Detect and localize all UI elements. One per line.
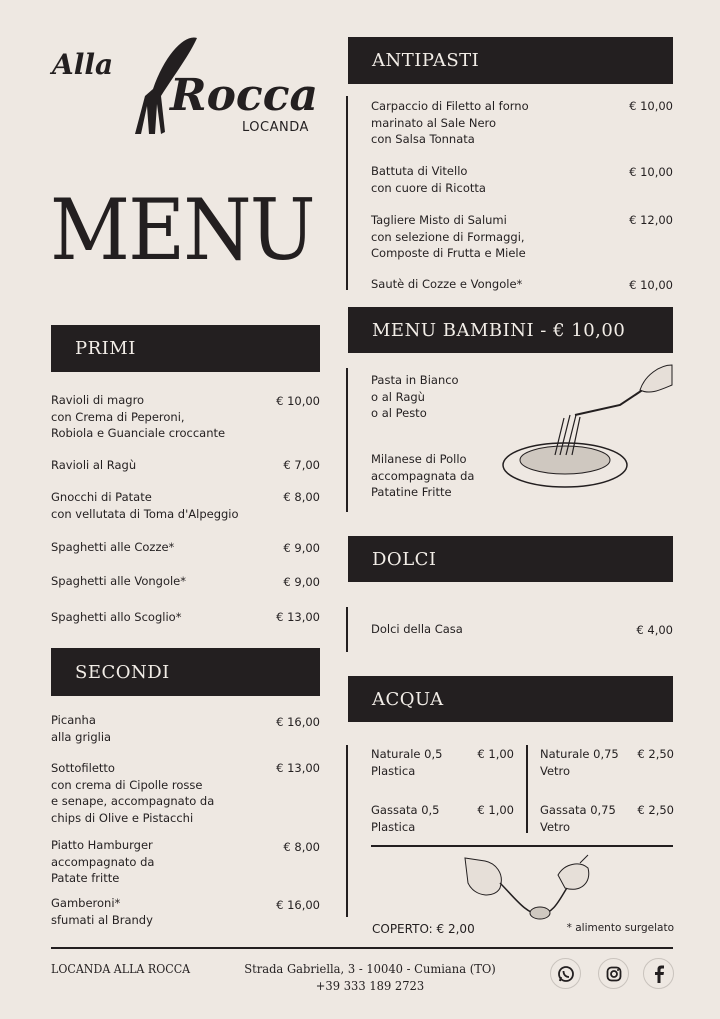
primi-item-price: € 9,00: [283, 575, 320, 589]
divider: [346, 368, 348, 512]
secondi-item-price: € 13,00: [276, 761, 320, 775]
antipasti-item-price: € 10,00: [629, 278, 673, 292]
footer-divider: [51, 947, 673, 949]
secondi-header: SECONDI: [51, 648, 320, 696]
bambini-item-name: Pasta in Bianco o al Ragù o al Pesto: [371, 373, 459, 420]
antipasti-item-price: € 10,00: [629, 165, 673, 179]
secondi-item-price: € 8,00: [283, 840, 320, 854]
logo: [50, 34, 325, 144]
footer-name: LOCANDA ALLA ROCCA: [51, 962, 191, 976]
whatsapp-icon[interactable]: [550, 958, 581, 989]
dolci-header: DOLCI: [348, 536, 673, 582]
acqua-item-name: Naturale 0,75 Vetro: [540, 747, 619, 778]
antipasti-item-name: Carpaccio di Filetto al forno marinato al Sale Nero con Salsa Tonnata: [371, 99, 529, 146]
secondi-item-price: € 16,00: [276, 715, 320, 729]
hands-fork-illustration: [460, 853, 595, 923]
divider: [346, 607, 348, 652]
primi-header: PRIMI: [51, 325, 320, 372]
divider: [371, 845, 673, 847]
acqua-item-price: € 1,00: [477, 803, 514, 817]
acqua-item-price: € 2,50: [637, 747, 674, 761]
primi-item-name: Gnocchi di Patate con vellutata di Toma d'Alpeggio: [51, 490, 239, 521]
secondi-item-name: Gamberoni* sfumati al Brandy: [51, 896, 153, 927]
divider: [346, 96, 348, 290]
secondi-item-name: Sottofiletto con crema di Cipolle rosse e senape, accompagnato da chips di Olive e Pistacchi: [51, 761, 215, 825]
antipasti-header: ANTIPASTI: [348, 37, 673, 84]
footer-address: Strada Gabriella, 3 - 10040 - Cumiana (TO): [244, 961, 496, 976]
primi-item-name: Spaghetti allo Scoglio*: [51, 610, 182, 624]
instagram-icon[interactable]: [598, 958, 629, 989]
primi-item-name: Spaghetti alle Cozze*: [51, 540, 175, 554]
primi-item-price: € 8,00: [283, 490, 320, 504]
pasta-plate-illustration: [500, 360, 675, 500]
bambini-item-name: Milanese di Pollo accompagnata da Patatine Fritte: [371, 452, 475, 499]
antipasti-item-name: Battuta di Vitello con cuore di Ricotta: [371, 164, 486, 195]
footer-phone: +39 333 189 2723: [315, 978, 425, 993]
primi-item-price: € 9,00: [283, 541, 320, 555]
divider: [526, 745, 528, 833]
primi-item-price: € 13,00: [276, 610, 320, 624]
primi-item-price: € 10,00: [276, 394, 320, 408]
logo-alla: Alla: [52, 48, 114, 81]
antipasti-item-price: € 10,00: [629, 99, 673, 113]
acqua-item-price: € 2,50: [637, 803, 674, 817]
secondi-item-price: € 16,00: [276, 898, 320, 912]
secondi-item-name: Piatto Hamburger accompagnato da Patate fritte: [51, 838, 155, 885]
acqua-item-name: Gassata 0,5 Plastica: [371, 803, 440, 834]
logo-locanda: LOCANDA: [242, 120, 309, 135]
menu-title: MENU: [50, 181, 314, 279]
acqua-header: ACQUA: [348, 676, 673, 722]
coperto: COPERTO: € 2,00: [372, 922, 475, 936]
acqua-item-name: Gassata 0,75 Vetro: [540, 803, 616, 834]
antipasti-item-name: Tagliere Misto di Salumi con selezione di Formaggi, Composte di Frutta e Miele: [371, 213, 526, 260]
dolci-item-name: Dolci della Casa: [371, 622, 463, 636]
primi-item-price: € 7,00: [283, 458, 320, 472]
primi-item-name: Spaghetti alle Vongole*: [51, 574, 187, 588]
primi-item-name: Ravioli di magro con Crema di Peperoni, Robiola e Guanciale croccante: [51, 393, 226, 440]
divider: [346, 745, 348, 917]
primi-item-name: Ravioli al Ragù: [51, 458, 137, 472]
antipasti-item-name: Sautè di Cozze e Vongole*: [371, 277, 523, 291]
antipasti-item-price: € 12,00: [629, 213, 673, 227]
logo-rocca: Rocca: [170, 70, 319, 121]
frozen-note: * alimento surgelato: [566, 922, 674, 934]
secondi-item-name: Picanha alla griglia: [51, 713, 112, 744]
acqua-item-price: € 1,00: [477, 747, 514, 761]
dolci-item-price: € 4,00: [636, 623, 673, 637]
acqua-item-name: Naturale 0,5 Plastica: [371, 747, 443, 778]
bambini-header: MENU BAMBINI - € 10,00: [348, 307, 673, 353]
facebook-icon[interactable]: [643, 958, 674, 989]
